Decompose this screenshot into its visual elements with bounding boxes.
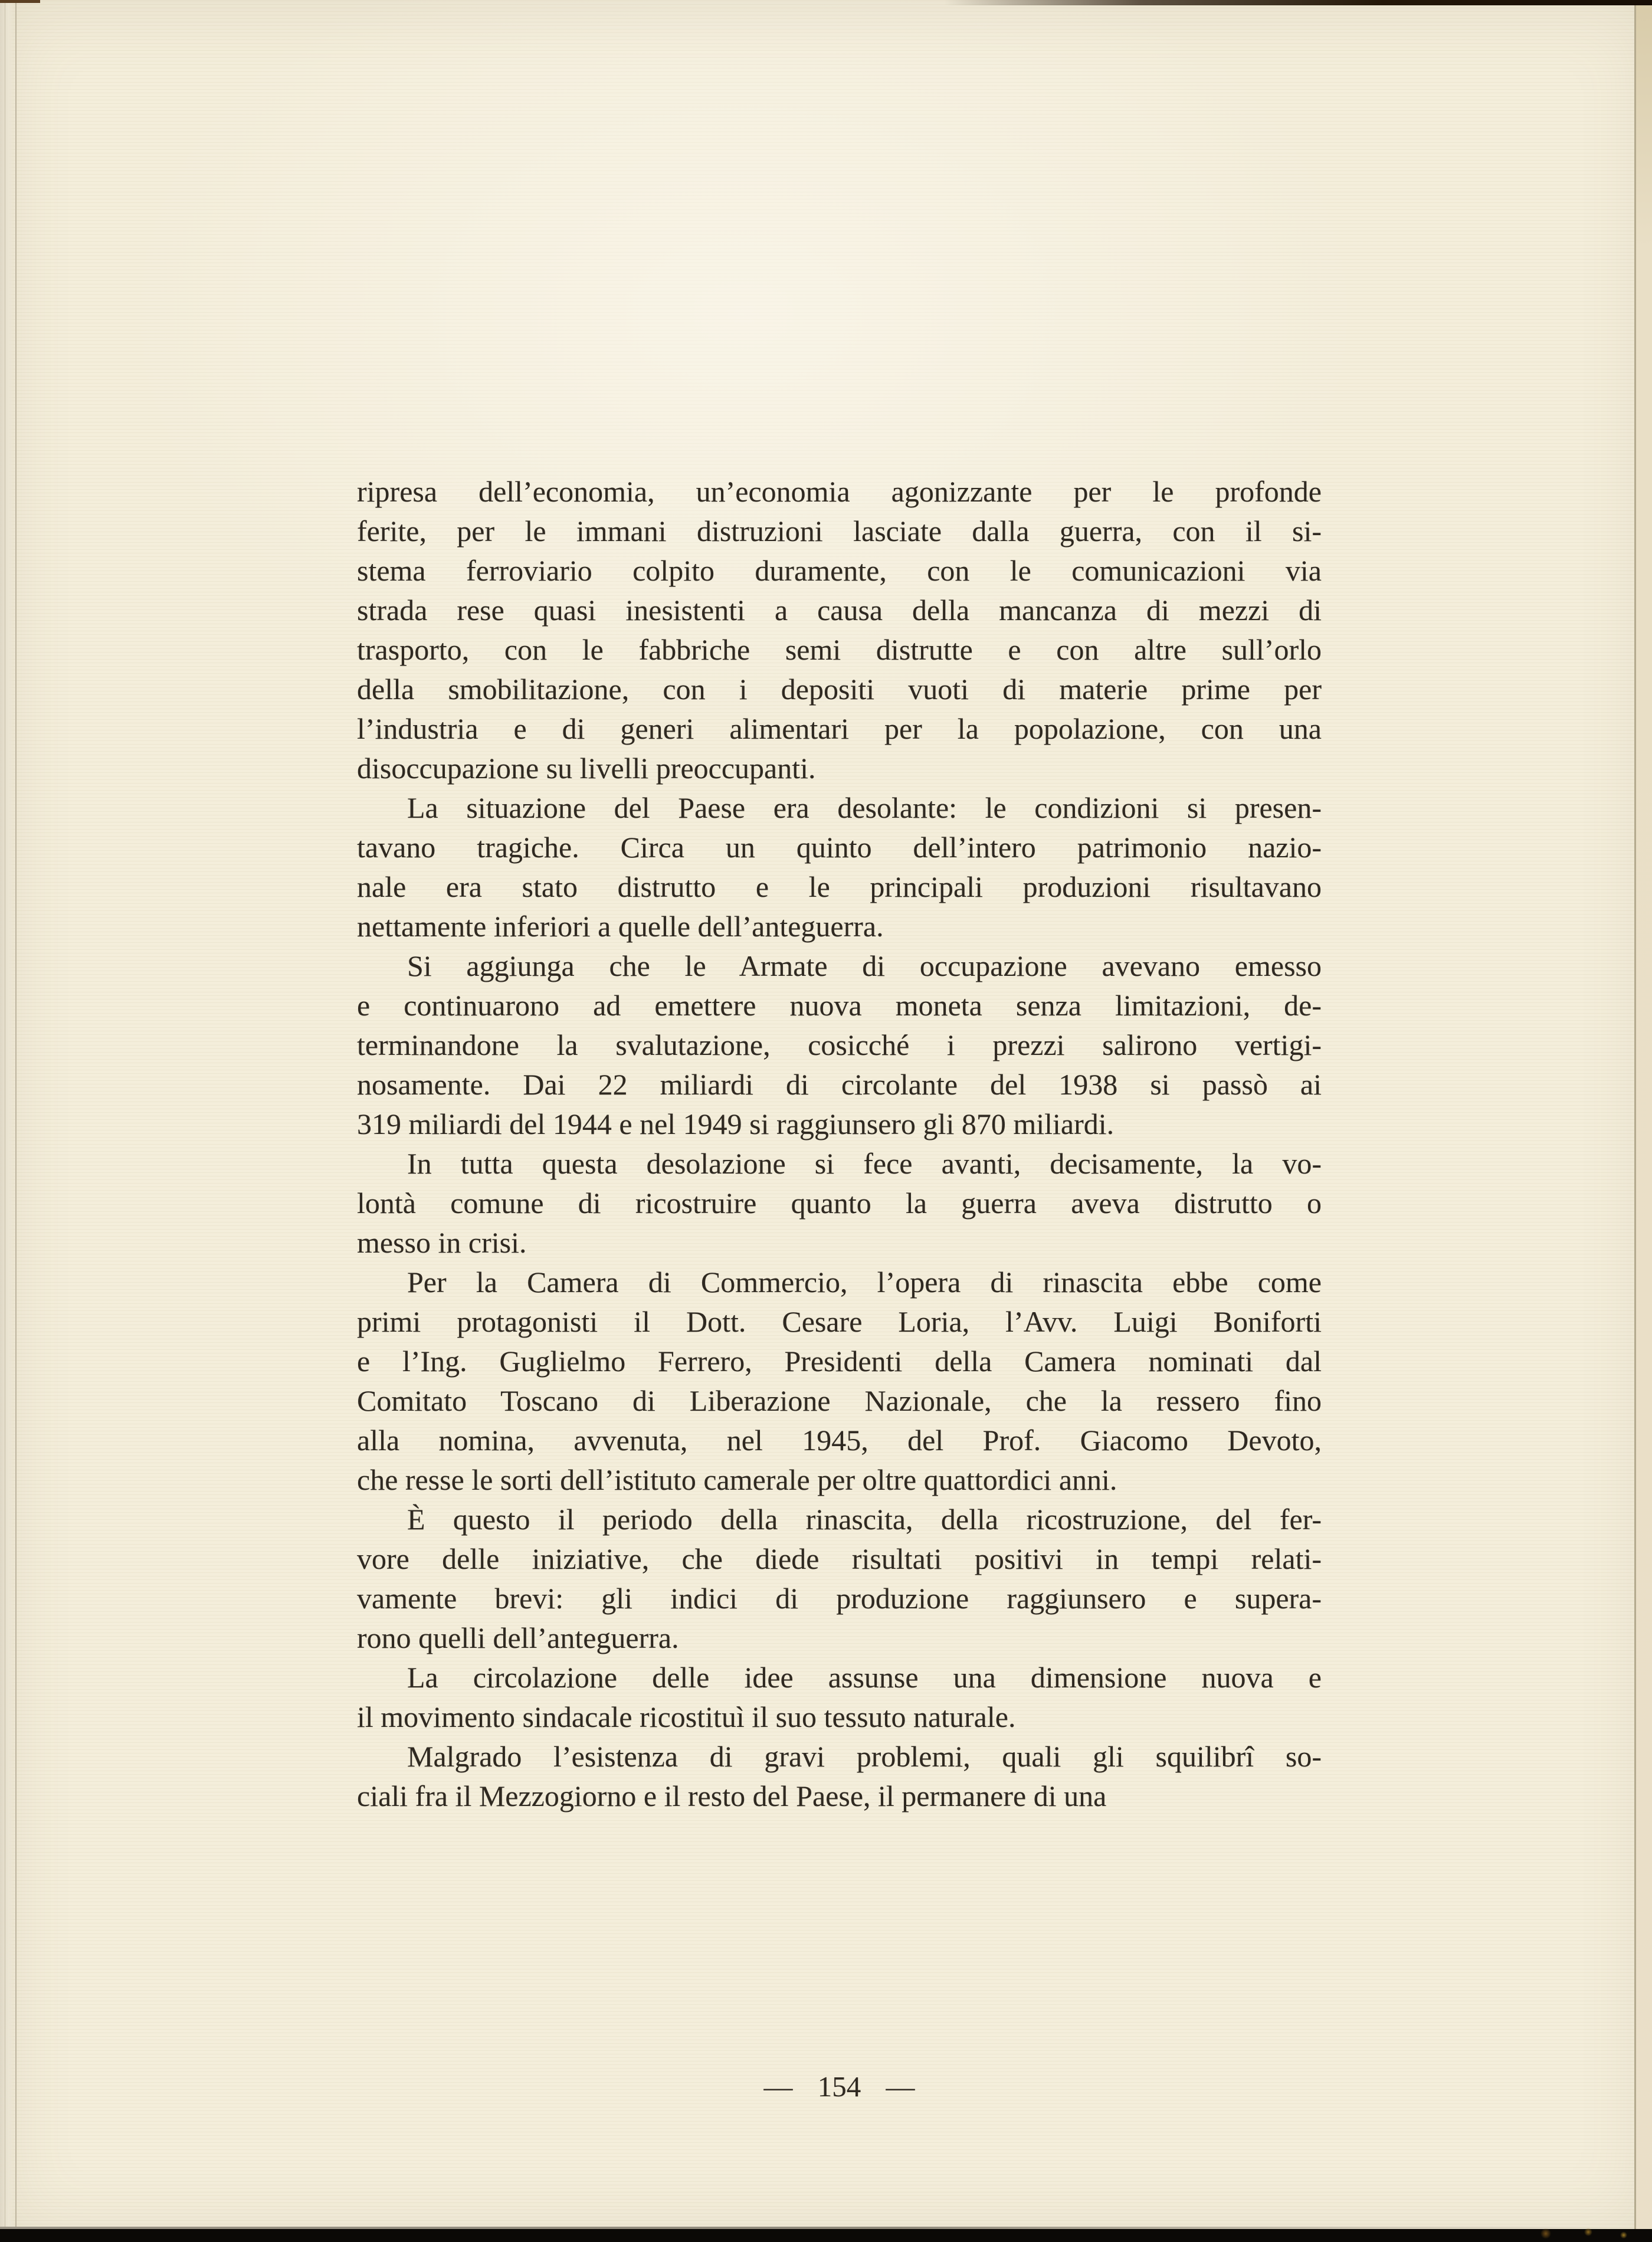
text-line: tavano tragiche. Circa un quinto dell’intero patrimonio nazio- [357, 831, 1322, 864]
text-line: nettamente inferiori a quelle dell’anteguerra. [357, 910, 884, 943]
text-line: Per la Camera di Commercio, l’opera di rinascita ebbe come [407, 1266, 1322, 1299]
scan-mark-top-left [0, 0, 40, 3]
text-line: La circolazione delle idee assunse una dimensione nuova e [407, 1661, 1322, 1694]
text-line: nale era stato distrutto e le principali produzioni risultavano [357, 870, 1322, 903]
text-line: nosamente. Dai 22 miliardi di circolante del 1938 si passò ai [357, 1068, 1322, 1101]
text-line: vore delle iniziative, che diede risultati positivi in tempi relati- [357, 1542, 1322, 1575]
text-line: 319 miliardi del 1944 e nel 1949 si raggiunsero gli 870 miliardi. [357, 1107, 1115, 1140]
scan-shadow-top [944, 0, 1652, 5]
text-line: e continuarono ad emettere nuova moneta senza limitazioni, de- [357, 989, 1322, 1022]
text-line: stema ferroviario colpito duramente, con le comunicazioni via [357, 554, 1322, 587]
text-line: e l’Ing. Guglielmo Ferrero, Presidenti della Camera nominati dal [357, 1345, 1322, 1378]
text-line: Si aggiunga che le Armate di occupazione avevano emesso [407, 949, 1322, 982]
text-line: ferite, per le immani distruzioni lasciate dalla guerra, con il si- [357, 514, 1322, 548]
scan-specks-bottom-right [1510, 2227, 1652, 2242]
text-line: rono quelli dell’anteguerra. [357, 1621, 679, 1654]
text-line: ciali fra il Mezzogiorno e il resto del Paese, il permanere di una [357, 1779, 1107, 1812]
text-line: messo in crisi. [357, 1226, 527, 1259]
text-line: il movimento sindacale ricostituì il suo tessuto naturale. [357, 1700, 1016, 1733]
text-line: che resse le sorti dell’istituto camerale per oltre quattordici anni. [357, 1463, 1117, 1496]
text-line: della smobilitazione, con i depositi vuoti di materie prime per [357, 673, 1322, 706]
text-line: disoccupazione su livelli preoccupanti. [357, 752, 816, 785]
page-fold-edge [0, 0, 17, 2242]
text-line: lontà comune di ricostruire quanto la guerra aveva distrutto o [357, 1186, 1322, 1220]
page-text [357, 472, 1322, 1816]
text-line: primi protagonisti il Dott. Cesare Loria, l’Avv. Luigi Boniforti [357, 1305, 1322, 1338]
text-line: Malgrado l’esistenza di gravi problemi, quali gli squilibrî so- [407, 1740, 1322, 1773]
text-line: vamente brevi: gli indici di produzione raggiunsero e supera- [357, 1582, 1322, 1615]
text-line: trasporto, con le fabbriche semi distrutte e con altre sull’orlo [357, 633, 1322, 666]
text-line: Comitato Toscano di Liberazione Nazionale, che la ressero fino [357, 1384, 1322, 1417]
adjacent-page-edge [1634, 0, 1652, 2242]
text-line: In tutta questa desolazione si fece avanti, decisamente, la vo- [407, 1147, 1322, 1180]
page-number: — 154 — [763, 2070, 915, 2103]
text-line: alla nomina, avvenuta, nel 1945, del Prof. Giacomo Devoto, [357, 1424, 1322, 1457]
text-line: terminandone la svalutazione, cosicché i prezzi salirono vertigi- [357, 1028, 1322, 1061]
text-line: l’industria e di generi alimentari per la popolazione, con una [357, 712, 1322, 745]
text-line: ripresa dell’economia, un’economia agonizzante per le profonde [357, 475, 1322, 508]
text-line: È questo il periodo della rinascita, della ricostruzione, del fer- [407, 1503, 1322, 1536]
scan-shadow-bottom [0, 2229, 1652, 2242]
text-line: strada rese quasi inesistenti a causa della mancanza di mezzi di [357, 594, 1322, 627]
text-line: La situazione del Paese era desolante: le condizioni si presen- [407, 791, 1322, 824]
